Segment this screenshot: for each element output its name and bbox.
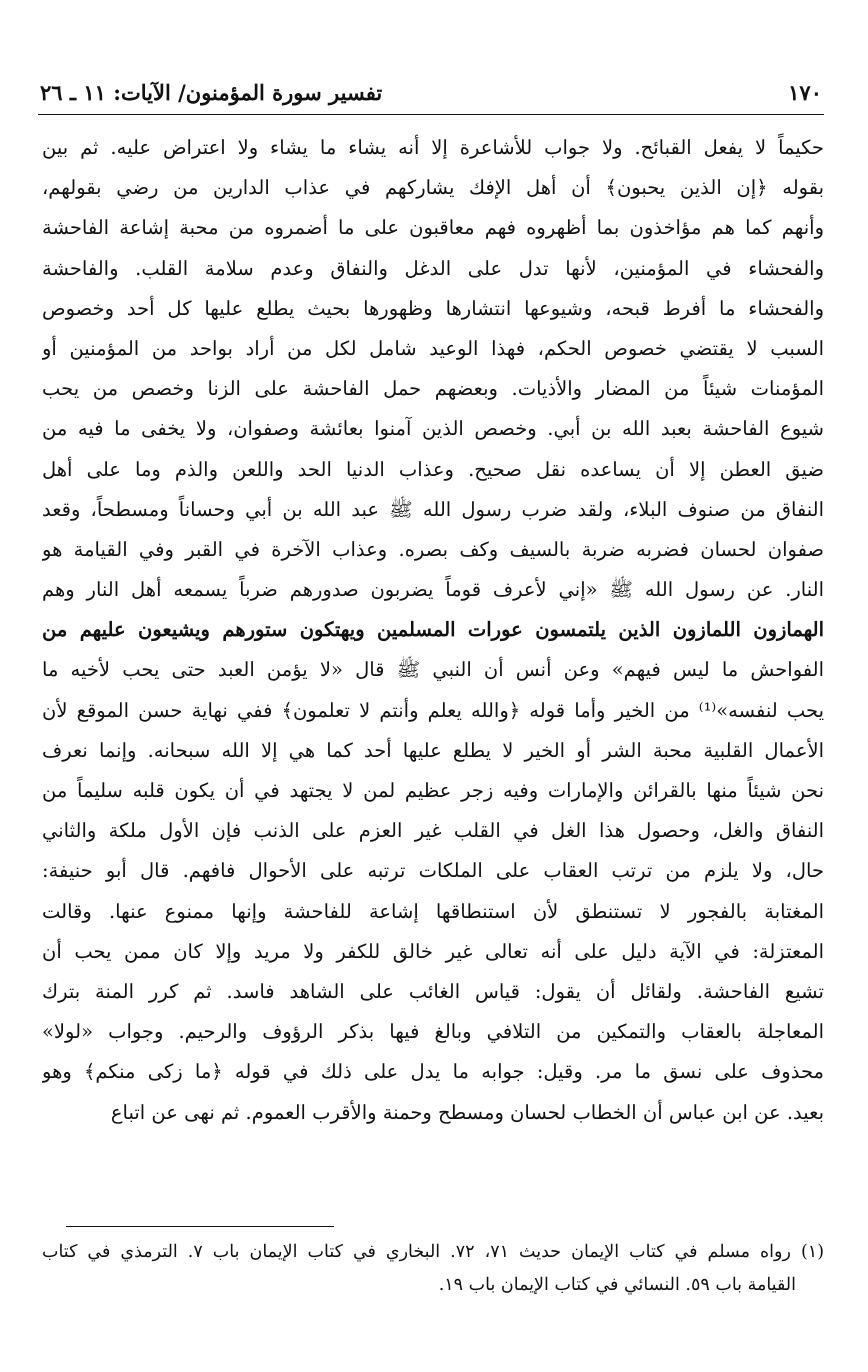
text-line: الأعمال القلبية محبة الشر أو الخير لا يطلع عليها أحد كما هي إلا الله سبحانه. وإنما نعرف: [42, 738, 824, 762]
footnote-line: القيامة باب ٥٩. النسائي في كتاب الإيمان باب ١٩.: [438, 1275, 796, 1295]
text-line: ضيق العطن إلا أن يساعده نقل صحيح. وعذاب الدنيا الحد واللعن والذم وما على أهل: [42, 457, 824, 481]
header-divider: [38, 114, 824, 115]
page-number: ١٧٠: [788, 79, 822, 105]
footnote-divider: [66, 1226, 334, 1227]
text-line: المعاجلة بالعقاب والتمكين من التلافي وبالغ فيها بذكر الرؤوف والرحيم. وجواب «لولا»: [42, 1020, 824, 1044]
text-line: السبب لا يقتضي خصوص الحكم، فهذا الوعيد شامل لكل من أراد بواحد من المؤمنين أو: [42, 336, 824, 360]
text-line: الفواحش ما ليس فيهم» وعن أنس أن النبي ﷺ قال «لا يؤمن العبد حتى يحب لأخيه ما: [42, 658, 824, 682]
text-line: النفاق والغل، وحصول هذا الغل في القلب غير العزم على الذنب فإن الأول ملكة والثاني: [42, 819, 824, 843]
text-line: النار. عن رسول الله ﷺ «إني لأعرف قوماً يضربون صدورهم ضرباً يسمعه أهل النار وهم: [42, 578, 824, 602]
footnotes: [42, 1236, 824, 1302]
text-line-hadith: الهمازون اللمازون الذين يلتمسون عورات المسلمين ويهتكون ستورهم ويشيعون عليهم من: [42, 618, 824, 642]
page-header: [40, 72, 822, 112]
text-line: وأنهم كما هم مؤاخذون بما أظهروه فهم معاقبون على ما أضمروه من محبة إشاعة الفاحشة: [42, 216, 824, 240]
text-line: المعتزلة: في الآية دليل على أنه تعالى غير خالق للكفر ولا مريد وإلا كان ممن يحب أن: [42, 939, 824, 963]
text-line: بعيد. عن ابن عباس أن الخطاب لحسان ومسطح وحمنة والأقرب العموم. ثم نهى عن اتباع: [110, 1100, 824, 1124]
text-line: النفاق من صنوف البلاء، ولقد ضرب رسول الله ﷺ عبد الله بن أبي وحساناً ومسطحاً، وقعد: [42, 497, 824, 521]
text-line: والفحشاء في المؤمنين، لأنها تدل على الدغل والنفاق وعدم سلامة القلب. والفاحشة: [42, 256, 824, 280]
text-line: حال، ولا يلزم من ترتب العقاب على الملكات ترتبه على الأحوال فافهم. قال أبو حنيفة:: [42, 859, 824, 883]
text-line: والفحشاء ما أفرط قبحه، وشيوعها انتشارها وظهورها بحيث يطلع عليها كل أحد وخصوص: [42, 296, 824, 320]
text-line: شيوع الفاحشة بعبد الله بن أبي. وخصص الذين آمنوا بعائشة وصفوان، ولا يخفى ما فيه من: [42, 417, 824, 441]
running-title: تفسير سورة المؤمنون/ الآيات: ١١ ـ ٢٦: [40, 79, 383, 105]
text-line: نحن شيئاً منها بالقرائن والإمارات وفيه زجر عظيم لمن لا يجتهد في أن يكون قلبه سليماً من: [42, 779, 824, 802]
text-line: المؤمنات شيئاً من المضار والأذيات. وبعضهم حمل الفاحشة على الزنا وخصص من يحب: [42, 377, 824, 401]
text-line: يحب لنفسه»⁽¹⁾ من الخير وأما قوله ﴿والله يعلم وأنتم لا تعلمون﴾ ففي نهاية حسن الموقع لأن: [42, 698, 824, 722]
text-line: بقوله ﴿إن الذين يحبون﴾ أن أهل الإفك يشاركهم في عذاب الدارين من رضي بقولهم،: [42, 176, 824, 200]
main-text: [42, 128, 824, 1133]
text-line: حكيماً لا يفعل القبائح. ولا جواب للأشاعرة إلا أنه يشاء ما يشاء ولا اعتراض عليه. ثم بين: [42, 136, 824, 159]
text-line: محذوف على نسق ما مر. وقيل: جوابه ما يدل على ذلك في قوله ﴿ما زكى منكم﴾ وهو: [42, 1060, 824, 1084]
footnote-line: (١) رواه مسلم في كتاب الإيمان حديث ٧١، ٧٢. البخاري في كتاب الإيمان باب ٧. الترمذي في كتاب: [42, 1242, 824, 1262]
text-line: صفوان لحسان فضربه ضربة بالسيف وكف بصره. وعذاب الآخرة في القبر وفي القيامة هو: [42, 537, 824, 561]
text-line: تشيع الفاحشة. ولقائل أن يقول: قياس الغائب على الشاهد فاسد. ثم كرر المنة بترك: [42, 979, 824, 1003]
text-line: المغتابة بالفجور لا تستنطق لأن استنطاقها إشاعة للفاحشة وإنها ممنوع عنها. وقالت: [42, 899, 824, 923]
